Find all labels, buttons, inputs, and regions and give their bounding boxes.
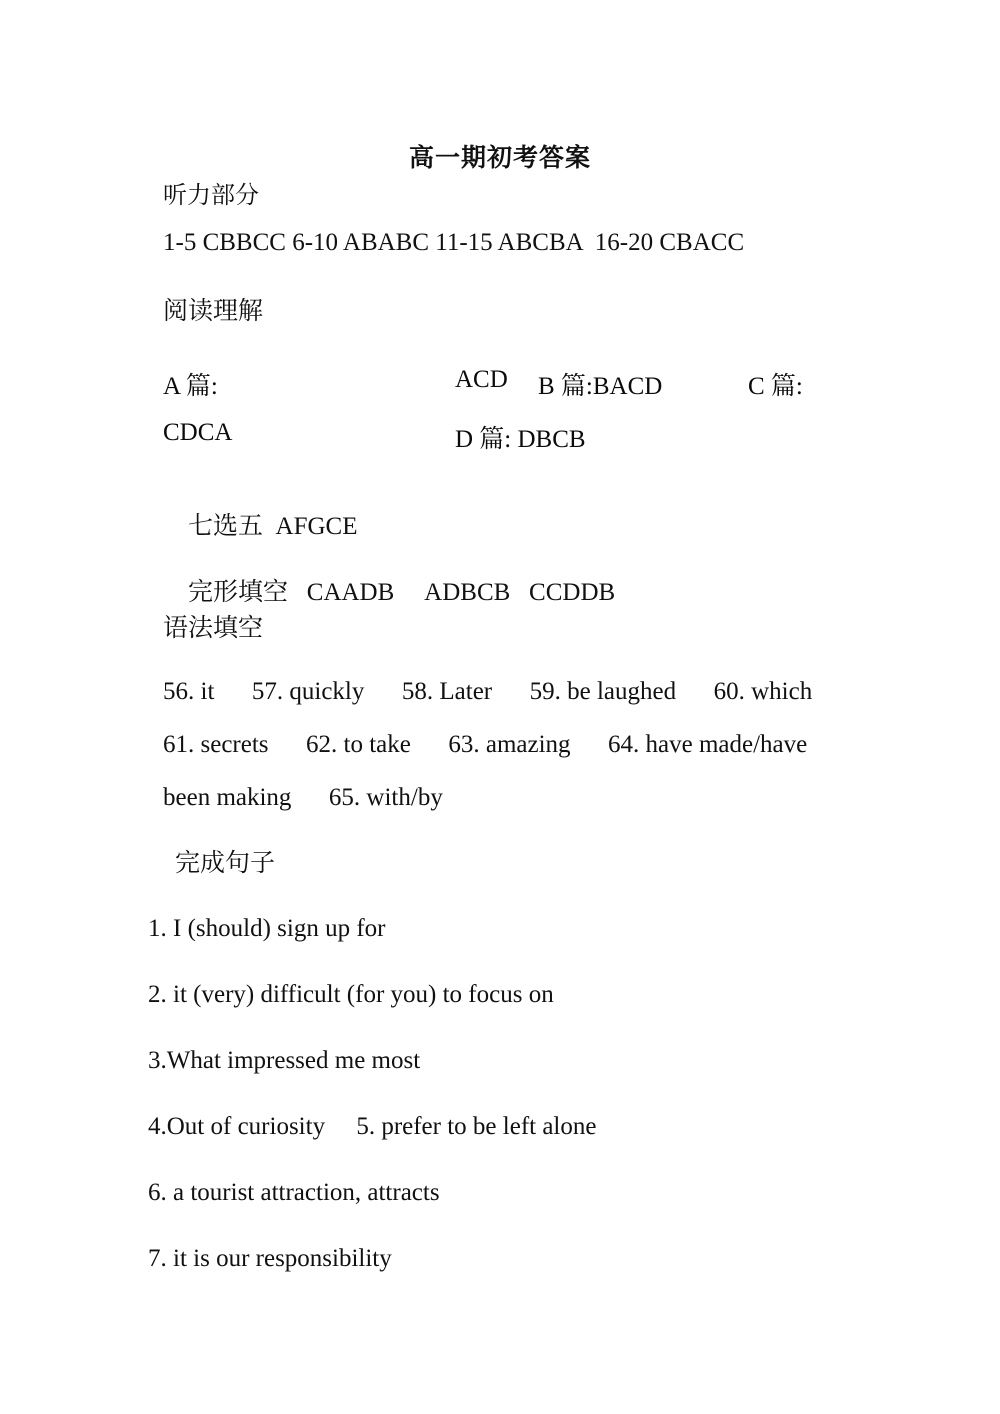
section-heading-reading: 阅读理解 [163,298,264,325]
grammar-fill-line-1: 56. it 57. quickly 58. Later 59. be laughed 60. which [163,678,813,705]
page-title: 高一期初考答案 [408,144,591,172]
sentence-completion-item-3: 3.What impressed me most [148,1047,421,1074]
cloze-group-1: CAADB [306,578,395,606]
sentence-completion-item-6: 6. a tourist attraction, attracts [148,1179,440,1206]
sentence-completion-item-2: 2. it (very) difficult (for you) to focus on [148,981,554,1008]
sentence-completion-item-7: 7. it is our responsibility [148,1245,392,1272]
passage-a-answers: ACD [455,366,508,393]
cloze-group-3: CCDDB [529,578,616,606]
section-heading-grammar-fill: 语法填空 [163,615,264,642]
passage-c-answers: CDCA [163,419,233,446]
seven-choose-five-answers: AFGCE [275,512,358,540]
passage-c-label: C 篇: [748,373,803,400]
grammar-fill-line-2: 61. secrets 62. to take 63. amazing 64. have made/have [163,731,808,758]
sentence-completion-item-4: 4.Out of curiosity 5. prefer to be left alone [148,1113,597,1140]
section-heading-sentence-completion: 完成句子 [175,850,276,877]
passage-d-answers: D 篇: DBCB [455,426,586,453]
passage-a-label: A 篇: [163,373,218,400]
section-heading-seven-choose-five: 七选五 [188,512,264,540]
grammar-fill-line-3: been making 65. with/by [163,784,443,811]
cloze-group-2: ADBCB [424,578,511,606]
passage-b-answers: B 篇:BACD [538,373,663,400]
listening-answers: 1-5 CBBCC 6-10 ABABC 11-15 ABCBA 16-20 CBACC [163,229,745,256]
section-heading-cloze: 完形填空 [188,578,289,606]
section-heading-listening: 听力部分 [163,182,259,209]
sentence-completion-item-1: 1. I (should) sign up for [148,915,386,942]
